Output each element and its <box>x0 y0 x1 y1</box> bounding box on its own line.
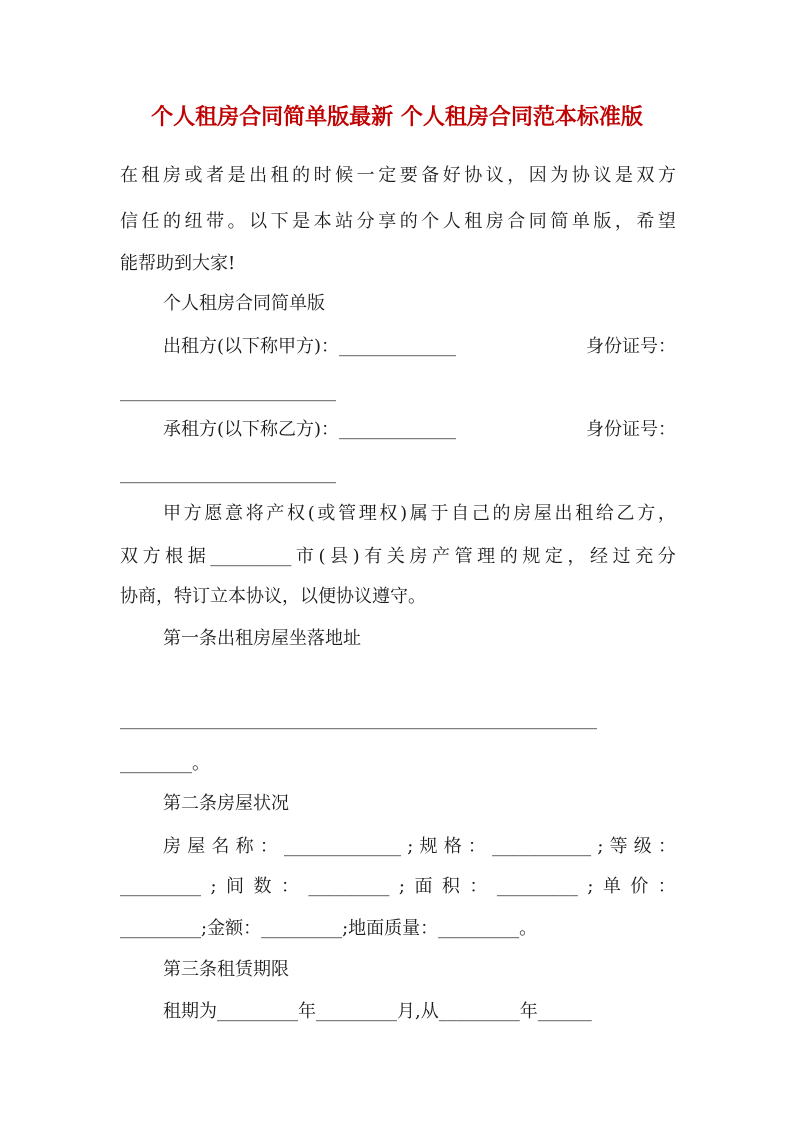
text-glyph: 人 <box>442 211 461 232</box>
text-glyph: 协 <box>571 165 590 186</box>
text-glyph: 价 <box>630 876 649 897</box>
text-glyph: 称 <box>235 836 254 857</box>
text-glyph: 的 <box>163 211 182 232</box>
text-glyph: 以 <box>249 211 268 232</box>
text-glyph: 单 <box>571 211 590 232</box>
text-glyph: 租 <box>270 165 289 186</box>
text-glyph: 积 <box>441 876 460 897</box>
text-glyph: ( <box>318 546 326 567</box>
text-glyph: 双 <box>636 165 655 186</box>
text-glyph: 为 <box>550 165 569 186</box>
lessee-id-blank: ________________________ <box>120 463 336 484</box>
text-glyph: 屋 <box>187 836 206 857</box>
text-glyph: 分 <box>356 211 375 232</box>
text-glyph: 同 <box>528 211 547 232</box>
text-glyph: 纽 <box>184 211 203 232</box>
lessee-label: 承租方(以下称乙方)：_____________ <box>163 419 457 440</box>
text-glyph: 合 <box>507 211 526 232</box>
article-1-address-blank-end: ________。 <box>120 753 210 774</box>
text-glyph: 享 <box>378 211 397 232</box>
text-glyph: 数 <box>253 876 272 897</box>
lessor-label: 出租方(以下称甲方)：_____________ <box>163 336 457 357</box>
text-glyph: ： <box>280 876 299 897</box>
text-glyph: 方 <box>657 165 676 186</box>
text-glyph: 版 <box>593 211 612 232</box>
text-glyph: 甲 <box>163 503 181 524</box>
text-glyph: 于 <box>430 503 449 524</box>
text-glyph: 给 <box>595 503 614 524</box>
text-glyph: 是 <box>614 165 633 186</box>
text-glyph: 本 <box>313 211 332 232</box>
lessor-line <box>163 335 676 359</box>
lessee-id-label: 身份证号： <box>586 419 676 440</box>
text-glyph: ， <box>567 546 586 567</box>
text-glyph: 理 <box>358 503 377 524</box>
text-glyph: 望 <box>657 211 676 232</box>
text-glyph: 个 <box>421 211 440 232</box>
text-glyph: 房 <box>163 836 181 857</box>
text-glyph: ) <box>400 503 408 524</box>
text-glyph: 名 <box>211 836 230 857</box>
text-glyph: ： <box>469 876 488 897</box>
text-glyph: 屋 <box>533 503 552 524</box>
text-glyph: 面 <box>414 876 433 897</box>
text-glyph: 或 <box>184 165 203 186</box>
text-glyph: 规 <box>522 546 541 567</box>
text-glyph: 意 <box>225 503 244 524</box>
text-glyph: 格 <box>443 836 462 857</box>
text-glyph: 管 <box>454 546 473 567</box>
article-1-address-blank: _____________________________________________________ <box>120 709 597 730</box>
text-glyph: 据 <box>187 546 206 567</box>
text-glyph: 的 <box>499 546 518 567</box>
text-glyph: 或 <box>317 503 336 524</box>
text-glyph: 在 <box>120 165 138 186</box>
text-glyph: 经 <box>590 546 609 567</box>
text-glyph: 房 <box>163 165 182 186</box>
text-glyph: 一 <box>356 165 375 186</box>
text-glyph: 议 <box>485 165 504 186</box>
text-glyph: 议 <box>593 165 612 186</box>
text-glyph: 权 <box>287 503 306 524</box>
text-glyph: ; <box>210 876 217 897</box>
agreement-line-2 <box>120 545 676 569</box>
text-glyph: ： <box>259 836 278 857</box>
text-glyph: _________ <box>496 876 578 897</box>
article-2-heading: 第二条房屋状况 <box>163 793 289 814</box>
text-glyph: 单 <box>602 876 621 897</box>
text-glyph: ) <box>352 546 360 567</box>
text-glyph: 根 <box>165 546 184 567</box>
text-glyph: 简 <box>550 211 569 232</box>
text-glyph: 定 <box>378 165 397 186</box>
text-glyph: 是 <box>292 211 311 232</box>
text-glyph: ， <box>507 165 526 186</box>
text-glyph: 方 <box>183 503 202 524</box>
text-glyph: 有 <box>364 546 383 567</box>
text-glyph: ; <box>597 836 604 857</box>
text-glyph: 的 <box>292 165 311 186</box>
article-2-line-1 <box>163 835 676 859</box>
text-glyph: 协 <box>464 165 483 186</box>
text-glyph: 权 <box>379 503 398 524</box>
text-glyph: ： <box>658 836 676 857</box>
text-glyph: 产 <box>432 546 450 567</box>
text-glyph: _____________ <box>284 836 402 857</box>
text-glyph: 间 <box>226 876 245 897</box>
article-1-heading: 第一条出租房屋坐落地址 <box>163 628 361 649</box>
text-glyph: 己 <box>471 503 490 524</box>
text-glyph: 信 <box>120 211 138 232</box>
text-glyph: 方 <box>142 546 161 567</box>
text-glyph: 充 <box>635 546 654 567</box>
lessee-line <box>163 418 676 442</box>
text-glyph: 分 <box>657 546 676 567</box>
text-glyph: 关 <box>386 546 405 567</box>
text-glyph: 房 <box>513 503 532 524</box>
text-glyph: 候 <box>335 165 354 186</box>
text-glyph: 自 <box>451 503 470 524</box>
text-glyph: _________ <box>120 876 201 897</box>
text-glyph: ( <box>307 503 315 524</box>
intro-line-1 <box>120 164 676 188</box>
text-glyph: 备 <box>421 165 440 186</box>
text-glyph: 过 <box>612 546 631 567</box>
text-glyph: 出 <box>249 165 268 186</box>
text-glyph: 任 <box>141 211 160 232</box>
text-glyph: 带 <box>206 211 225 232</box>
text-glyph: 好 <box>442 165 461 186</box>
text-glyph: 房 <box>485 211 504 232</box>
article-3-line-1: 租期为_________年_________月,从_________年______ <box>163 1001 592 1022</box>
text-glyph: 下 <box>270 211 289 232</box>
text-glyph: 。 <box>227 211 246 232</box>
text-glyph: ， <box>614 211 633 232</box>
text-glyph: 规 <box>419 836 438 857</box>
text-glyph: 愿 <box>204 503 223 524</box>
text-glyph: 理 <box>477 546 496 567</box>
text-glyph: 市 <box>295 546 314 567</box>
text-glyph: ; <box>587 876 594 897</box>
intro-line-2 <box>120 210 676 234</box>
article-3-heading: 第三条租赁期限 <box>163 959 289 980</box>
text-glyph: 要 <box>399 165 418 186</box>
text-glyph: 出 <box>554 503 573 524</box>
text-glyph: 站 <box>335 211 354 232</box>
text-glyph: ; <box>398 876 405 897</box>
contract-heading: 个人租房合同简单版 <box>163 293 325 314</box>
lessor-id-label: 身份证号： <box>586 336 676 357</box>
text-glyph: 将 <box>245 503 264 524</box>
text-glyph: 房 <box>409 546 428 567</box>
text-glyph: 租 <box>575 503 594 524</box>
intro-line-3: 能帮助到大家! <box>120 253 236 274</box>
text-glyph: 方 <box>637 503 656 524</box>
text-glyph: 者 <box>206 165 225 186</box>
text-glyph: ___________ <box>492 836 592 857</box>
agreement-line-1 <box>163 502 676 526</box>
text-glyph: 的 <box>399 211 418 232</box>
text-glyph: 时 <box>313 165 332 186</box>
text-glyph: 乙 <box>616 503 635 524</box>
text-glyph: 定 <box>544 546 563 567</box>
text-glyph: 产 <box>266 503 285 524</box>
article-2-line-3: _________;金额：_________;地面质量：_________。 <box>120 918 538 939</box>
text-glyph: 的 <box>492 503 511 524</box>
text-glyph: ， <box>657 503 676 524</box>
text-glyph: 管 <box>338 503 357 524</box>
text-glyph: 租 <box>464 211 483 232</box>
text-glyph: 级 <box>633 836 652 857</box>
text-glyph: ; <box>407 836 414 857</box>
lessor-id-blank: ________________________ <box>120 381 336 402</box>
text-glyph: 租 <box>141 165 160 186</box>
text-glyph: 是 <box>227 165 246 186</box>
text-glyph: 县 <box>330 546 349 567</box>
article-2-line-2 <box>120 875 676 899</box>
text-glyph: ： <box>657 876 676 897</box>
text-glyph: _________ <box>210 546 292 567</box>
text-glyph: 双 <box>120 546 138 567</box>
text-glyph: 属 <box>409 503 428 524</box>
text-glyph: 等 <box>609 836 628 857</box>
text-glyph: 因 <box>528 165 547 186</box>
text-glyph: ： <box>467 836 486 857</box>
text-glyph: _________ <box>308 876 390 897</box>
agreement-line-3: 协商，特订立本协议，以便协议遵守。 <box>120 586 426 607</box>
text-glyph: 希 <box>636 211 655 232</box>
page-title: 个人租房合同简单版最新 个人租房合同范本标准版 <box>151 105 643 130</box>
